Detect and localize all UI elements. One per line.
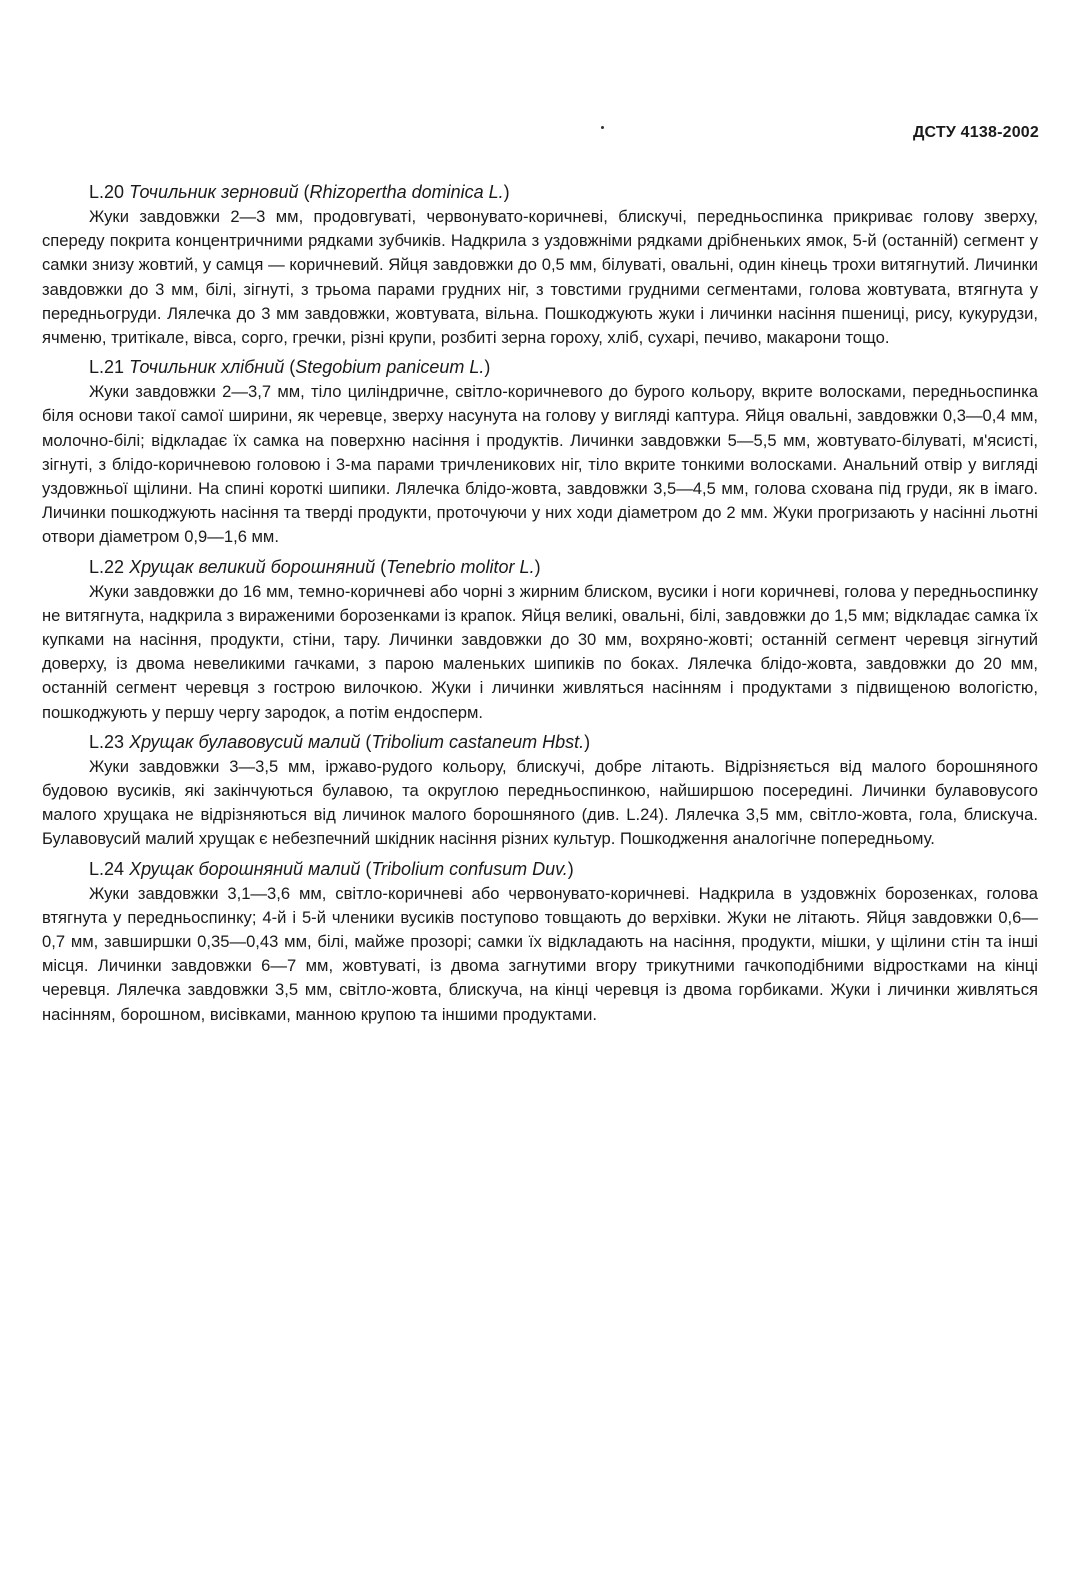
entry-number: L.20 xyxy=(89,182,125,202)
entry-title: L.20 Точильник зерновий (Rhizopertha dominica L.) xyxy=(89,182,510,202)
entry-latin-name: Tenebrio molitor L. xyxy=(386,556,535,577)
entry-title: L.24 Хрущак борошняний малий (Tribolium confusum Duv.) xyxy=(89,858,574,879)
entry-number: L.21 xyxy=(89,357,125,378)
entry-name: Хрущак булавовусий малий xyxy=(129,731,361,752)
entry-title: L.22 Хрущак великий борошняний (Tenebrio molitor L.) xyxy=(89,556,541,577)
entry-name: Хрущак великий борошняний xyxy=(129,556,376,577)
scan-speck xyxy=(601,126,604,129)
entry-latin-name: Rhizopertha dominica L. xyxy=(309,182,504,202)
entry-description: Жуки завдовжки 2—3 мм, продовгуваті, червонувато-коричневі, блискучі, передньоспинка прикриває голову зверху, спереду покрита концентричними рядками зубчиків. Надкрила з уздовжніми рядками дрібненьких ямок, 5-й (останній) сегмент у самки знизу жовтий, у самця — коричневий. Яйця завдовжки до 0,5 мм, білуваті, овальні, один кінець трохи витягнутий. Личинки завдовжки до 3 мм, білі, зігнуті, з трьома парами грудних ніг, з товстими грудними сегментами, голова жовтувата, втягнута у передньогруди. Лялечка до 3 мм завдовжки, жовтувата, вільна. Пошкоджують жуки і личинки насіння пшениці, рису, кукурудзи, ячменю, тритікале, вівса, сорго, гречки, різні крупи, розбиті зерна гороху, хліб, сухарі, печиво, макарони тощо. xyxy=(42,207,1038,348)
entry-title: L.23 Хрущак булавовусий малий (Tribolium castaneum Hbst.) xyxy=(89,731,591,752)
entry-l20 xyxy=(42,180,1038,350)
entry-name: Хрущак борошняний малий xyxy=(129,858,361,879)
entry-number: L.24 xyxy=(89,858,125,879)
entry-description: Жуки завдовжки 2—3,7 мм, тіло циліндричне, світло-коричневого до бурого кольору, вкрите волосками, передньоспинка біля основи такої самої ширини, як черевце, зверху насунута на голову у вигляді каптура. Яйця овальні, завдовжки 0,3—0,4 мм, молочно-білі; відкладає їх самка на поверхню насіння і продуктів. Личинки завдовжки 5—5,5 мм, жовтувато-білуваті, м'ясисті, зігнуті, з блідо-коричневою головою і 3-ма парами тричленикових ніг, тіло вкрите тонкими волосками. Анальний отвір у вигляді уздовжньої щілини. На спині короткі шипики. Лялечка блідо-жовта, завдовжки 3,5—4,5 мм, голова схована під груди, як в імаго. Личинки пошкоджують насіння та тверді продукти, проточуючи у них ходи діаметром до 2 мм. Жуки прогризають у насінні льотні отвори діаметром 0,9—1,6 мм. xyxy=(42,382,1038,547)
entry-name: Точильник хлібний xyxy=(129,357,285,378)
entry-latin-name: Stegobium paniceum L. xyxy=(295,357,485,378)
entry-description: Жуки завдовжки до 16 мм, темно-коричневі або чорні з жирним блиском, вусики і ноги коричневі, голова у передньоспинку не витягнута, надкрила з вираженими борозенками із крапок. Яйця великі, овальні, білі, завдовжки до 1,5 мм; відкладає самка їх купками на насіння, продукти, стіни, тару. Личинки завдовжки до 30 мм, вохряно-жовті; останній сегмент черевця зігнутий доверху, із двома невеликими гачками, з парою маленьких шипиків по боках. Лялечка блідо-жовта, завдовжки до 20 мм, останній сегмент черевця з гострою вилочкою. Жуки і личинки живляться насінням і продуктами з підвищеною вологістю, пошкоджують у першу чергу зародок, а потім ендосперм. xyxy=(42,581,1038,722)
entry-description: Жуки завдовжки 3,1—3,6 мм, світло-коричневі або червонувато-коричневі. Надкрила в уздовжніх борозенках, голова втягнута у передньоспинку; 4-й і 5-й членики вусиків поступово товщають до верхівки. Жуки не літають. Яйця завдовжки 0,6—0,7 мм, завширшки 0,35—0,43 мм, білі, майже прозорі; самки їх відкладають на насіння, продукти, мішки, у щілини стін та інші місця. Личинки завдовжки 6—7 мм, жовтуваті, із двома загнутими вгору трикутними гачкоподібними відростками на кінці черевця. Лялечка завдовжки 3,5 мм, світло-жовта, блискуча, на кінці черевця із двома горбиками. Жуки і личинки живляться насінням, борошном, висівками, манною крупою та іншими продуктами. xyxy=(42,883,1038,1024)
entry-l23 xyxy=(42,730,1038,852)
entry-l24 xyxy=(42,857,1038,1027)
document-body xyxy=(42,180,1038,1032)
entry-number: L.23 xyxy=(89,731,125,752)
standard-code: ДСТУ 4138-2002 xyxy=(912,124,1039,141)
entry-title: L.21 Точильник хлібний (Stegobium paniceum L.) xyxy=(89,357,491,378)
entry-l21 xyxy=(42,355,1038,549)
entry-latin-name: Tribolium confusum Duv. xyxy=(371,858,568,879)
entry-number: L.22 xyxy=(89,556,125,577)
entry-l22 xyxy=(42,555,1038,725)
entry-description: Жуки завдовжки 3—3,5 мм, іржаво-рудого кольору, блискучі, добре літають. Відрізняється від малого борошняного будовою вусиків, які закінчуються булавою, та округлою передньоспинкою, найширшою посередині. Личинки булавовусого малого хрущака не відрізняються від личинок малого борошняного (див. L.24). Лялечка 3,5 мм, світло-жовта, гола, блискуча. Булавовусий малий хрущак є небезпечний шкідник насіння різних культур. Пошкодження аналогічне попередньому. xyxy=(42,756,1038,849)
entry-latin-name: Tribolium castaneum Hbst. xyxy=(371,731,585,752)
entry-name: Точильник зерновий xyxy=(129,182,299,202)
